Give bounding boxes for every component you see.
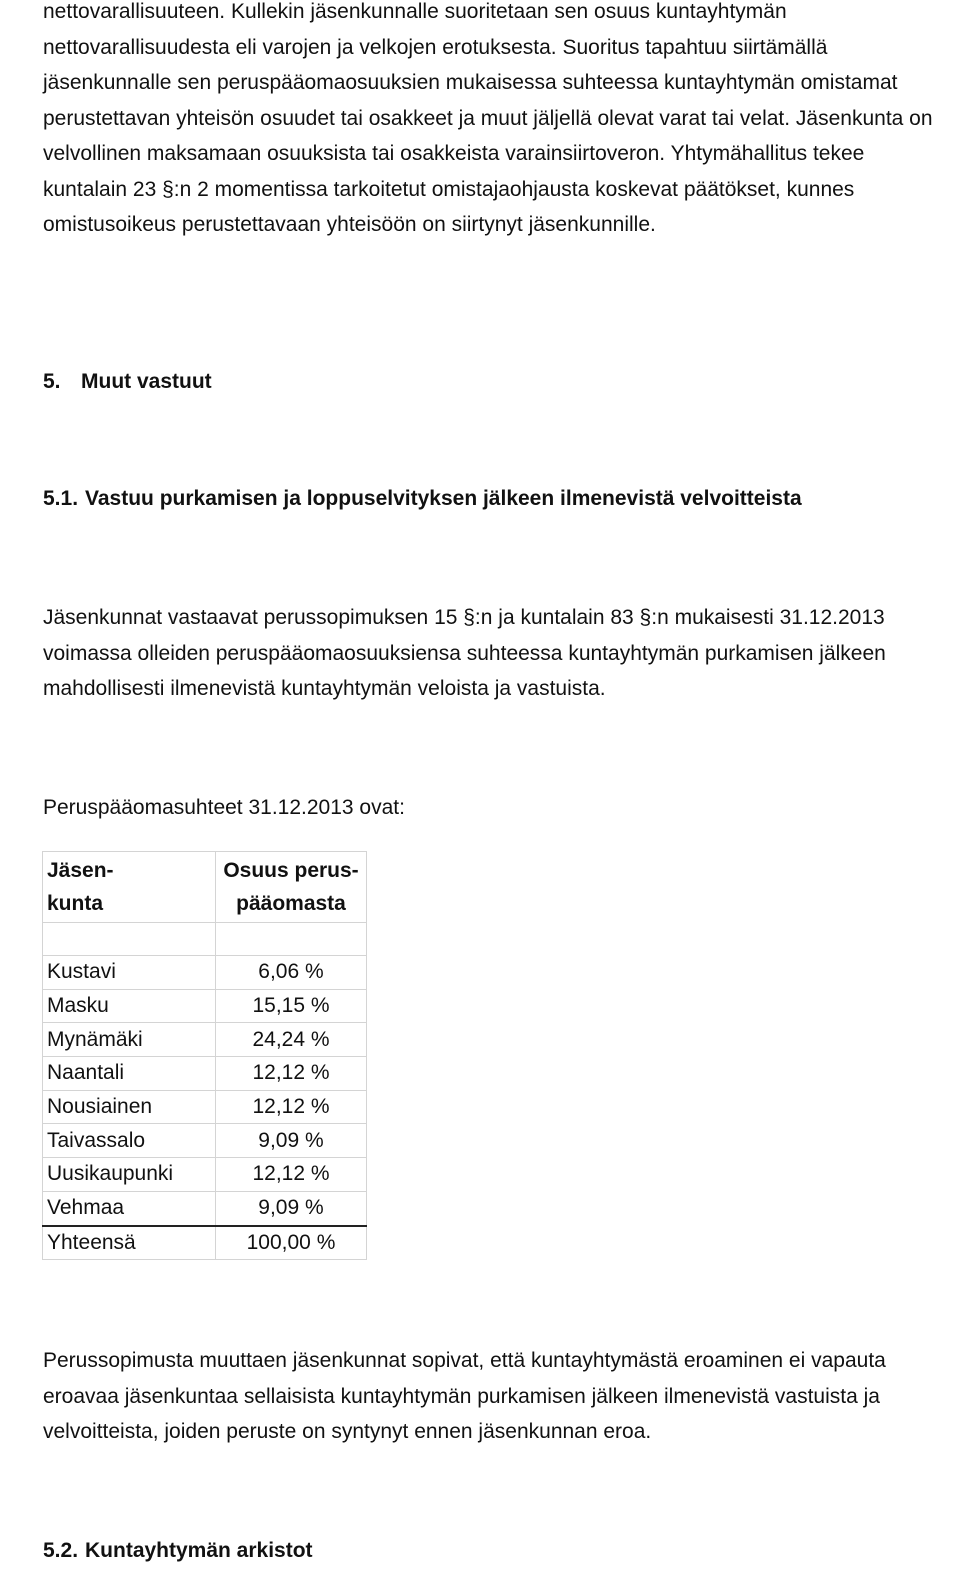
member-name: Mynämäki <box>43 1023 216 1057</box>
section-heading-5 <box>43 368 212 396</box>
member-share: 9,09 % <box>216 1191 367 1225</box>
table-row <box>43 1090 367 1124</box>
member-share: 9,09 % <box>216 1124 367 1158</box>
member-share: 12,12 % <box>216 1057 367 1091</box>
member-name: Vehmaa <box>43 1191 216 1225</box>
member-name: Masku <box>43 989 216 1023</box>
paragraph-capital-ratios-intro: Peruspääomasuhteet 31.12.2013 ovat: <box>43 796 405 819</box>
member-name: Nousiainen <box>43 1090 216 1124</box>
column-header-share: Osuus perus- pääomasta <box>216 852 367 923</box>
paragraph-member-liability: Jäsenkunnat vastaavat perussopimuksen 15 §:n ja kuntalain 83 §:n mukaisesti 31.12.2013 voimassa olleiden peruspääomaosuuksiensa suhteessa kuntayhtymän purkamisen jälkeen mahdollisesti ilmenevistä kuntayhtymän veloista ja vastuista. <box>43 606 886 700</box>
member-name: Taivassalo <box>43 1124 216 1158</box>
table-header-row <box>43 852 367 923</box>
table-row <box>43 1023 367 1057</box>
paragraph-resignation-liability: Perussopimusta muuttaen jäsenkunnat sopivat, että kuntayhtymästä eroaminen ei vapauta eroavaa jäsenkuntaa sellaisista kuntayhtymän purkamisen jälkeen ilmenevistä vastuista ja velvoitteista, joiden peruste on syntynyt ennen jäsenkunnan eroa. <box>43 1349 886 1443</box>
table-row <box>43 1158 367 1192</box>
table-total-row <box>43 1226 367 1260</box>
table-spacer-row <box>43 923 367 956</box>
section-title: Muut vastuut <box>81 370 212 393</box>
section-title: Vastuu purkamisen ja loppuselvityksen jälkeen ilmenevistä velvoitteista <box>85 487 802 510</box>
table-row <box>43 989 367 1023</box>
section-title: Kuntayhtymän arkistot <box>85 1539 313 1562</box>
member-name: Uusikaupunki <box>43 1158 216 1192</box>
member-name: Naantali <box>43 1057 216 1091</box>
table-row <box>43 1191 367 1225</box>
table-row <box>43 1124 367 1158</box>
table-row <box>43 1057 367 1091</box>
capital-share-table <box>42 851 367 1260</box>
section-number: 5.2. <box>43 1539 79 1562</box>
member-share: 12,12 % <box>216 1090 367 1124</box>
section-heading-5-1 <box>43 485 802 513</box>
column-header-member: Jäsen- kunta <box>43 852 216 923</box>
table-row <box>43 956 367 990</box>
member-share: 12,12 % <box>216 1158 367 1192</box>
member-share: 6,06 % <box>216 956 367 990</box>
member-share: 24,24 % <box>216 1023 367 1057</box>
member-name: Kustavi <box>43 956 216 990</box>
total-share: 100,00 % <box>216 1226 367 1260</box>
section-number: 5.1. <box>43 487 79 510</box>
section-number: 5. <box>43 370 61 393</box>
section-heading-5-2 <box>43 1537 313 1565</box>
total-label: Yhteensä <box>43 1226 216 1260</box>
paragraph-dissolution-assets: nettovarallisuuteen. Kullekin jäsenkunnalle suoritetaan sen osuus kuntayhtymän nettovarallisuudesta eli varojen ja velkojen erotuksesta. Suoritus tapahtuu siirtämällä jäsenkunnalle sen peruspääomaosuuksien mukaisessa suhteessa kuntayhtymän omistamat perustettavan yhteisön osuudet tai osakkeet ja muut jäljellä olevat varat tai velat. Jäsenkunta on velvollinen maksamaan osuuksista tai osakkeista varainsiirtoveron. Yhtymähallitus tekee kuntalain 23 §:n 2 momentissa tarkoitetut omistajaohjausta koskevat päätökset, kunnes omistusoikeus perustettavaan yhteisöön on siirtynyt jäsenkunnille. <box>43 0 933 236</box>
member-share: 15,15 % <box>216 989 367 1023</box>
